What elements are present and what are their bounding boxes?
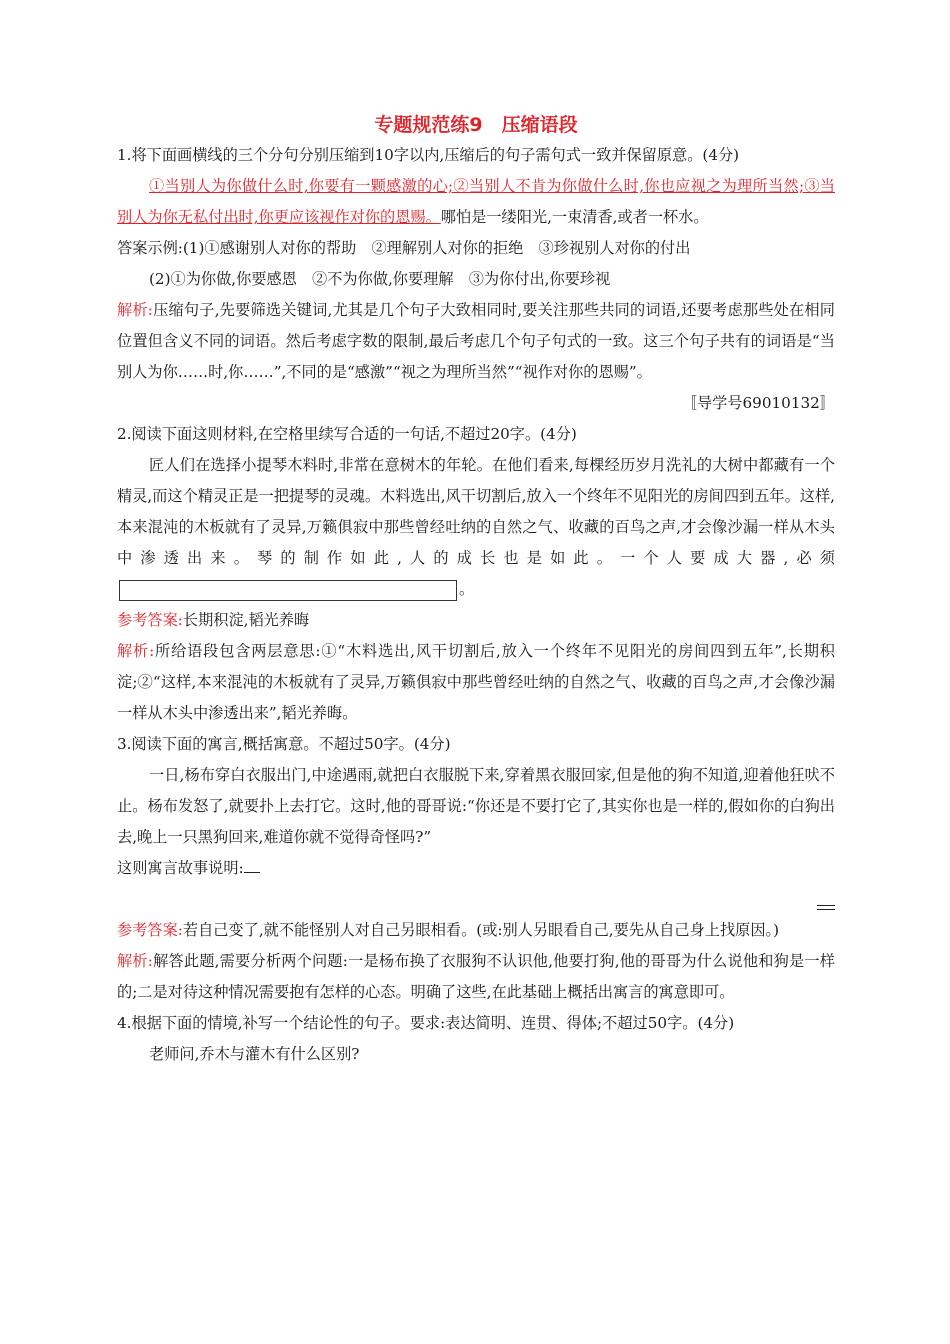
q3-analysis bbox=[117, 946, 835, 1008]
q2-analysis bbox=[117, 636, 835, 729]
question-4 bbox=[117, 1008, 835, 1070]
q3-answer-line-end bbox=[817, 905, 835, 906]
q3-ref-label: 参考答案: bbox=[117, 921, 183, 939]
q2-ref-label: 参考答案: bbox=[117, 611, 183, 629]
q2-answer-box[interactable] bbox=[119, 580, 457, 601]
q3-analysis-text: 解答此题,需要分析两个问题:一是杨布换了衣服狗不认识他,他要打狗,他的哥哥为什么说他和狗是一样的;二是对待这种情况需要抱有怎样的心态。明确了这些,在此基础上概括出寓言的寓意即可。 bbox=[117, 952, 835, 1001]
q3-prompt bbox=[117, 853, 835, 884]
q1-answer-line-2: (2)①为你做,你要感恩 ②不为你做,你要理解 ③为你付出,你要珍视 bbox=[149, 270, 611, 288]
exercise-page bbox=[117, 112, 835, 1070]
q3-answer-line-row bbox=[117, 884, 835, 915]
q3-reference-answer bbox=[117, 915, 835, 946]
q4-passage: 老师问,乔木与灌木有什么区别? bbox=[149, 1045, 360, 1063]
q1-analysis bbox=[117, 295, 835, 388]
q2-passage bbox=[117, 450, 835, 605]
q2-analysis-text: 所给语段包含两层意思:①“木料选出,风干切割后,放入一个终年不见阳光的房间四到五年”,长期积淀;②“这样,本来混沌的木板就有了灵异,万籁俱寂中那些曾经吐纳的自然之气、收藏的百鸟之声,才会像沙漏一样从木头中渗透出来”,韬光养晦。 bbox=[117, 642, 835, 722]
q1-answer-line-1: 答案示例:(1)①感谢别人对你的帮助 ②理解别人对你的拒绝 ③珍视别人对你的付出 bbox=[117, 239, 691, 257]
q1-passage bbox=[117, 171, 835, 233]
q3-ref-text: 若自己变了,就不能怪别人对自己另眼相看。(或:别人另眼看自己,要先从自己身上找原因。) bbox=[182, 921, 780, 939]
question-2 bbox=[117, 419, 835, 729]
q1-analysis-label: 解析: bbox=[117, 301, 153, 319]
page-title: 专题规范练9 压缩语段 bbox=[374, 114, 578, 136]
q1-stem: 1.将下面画横线的三个分句分别压缩到10字以内,压缩后的句子需句式一致并保留原意。(4分) bbox=[117, 146, 740, 164]
question-3 bbox=[117, 729, 835, 1008]
q2-stem: 2.阅读下面这则材料,在空格里续写合适的一句话,不超过20字。(4分) bbox=[117, 425, 577, 443]
q3-stem: 3.阅读下面的寓言,概括寓意。不超过50字。(4分) bbox=[117, 735, 451, 753]
q2-passage-end: 。 bbox=[459, 580, 475, 598]
q3-prompt-text: 这则寓言故事说明: bbox=[117, 859, 244, 877]
q4-stem: 4.根据下面的情境,补写一个结论性的句子。要求:表达简明、连贯、得体;不超过50字。(4分) bbox=[117, 1014, 735, 1032]
q1-guide-number: 〚导学号69010132〛 bbox=[681, 394, 835, 412]
q1-underlined-clauses: ①当别人为你做什么时,你要有一颗感激的心;②当别人不肯为你做什么时,你也应视之为理所当然;③当别人为你无私付出时,你更应该视作对你的恩赐。 bbox=[117, 177, 835, 226]
q1-analysis-text: 压缩句子,先要筛选关键词,尤其是几个句子大致相同时,要关注那些共同的词语,还要考虑那些处在相同位置但含义不同的词语。然后考虑字数的限制,最后考虑几个句子句式的一致。这三个句子共有的词语是“当别人为你……时,你……”,不同的是“感激”“视之为理所当然”“视作对你的恩赐”。 bbox=[117, 301, 835, 381]
q3-answer-line-mark bbox=[817, 909, 835, 910]
q2-analysis-label: 解析: bbox=[117, 642, 155, 660]
q3-answer-line[interactable] bbox=[244, 858, 260, 873]
q3-analysis-label: 解析: bbox=[117, 952, 153, 970]
q2-passage-text: 匠人们在选择小提琴木料时,非常在意树木的年轮。在他们看来,每棵经历岁月洗礼的大树中都藏有一个精灵,而这个精灵正是一把提琴的灵魂。木料选出,风干切割后,放入一个终年不见阳光的房间四到五年。这样,本来混沌的木板就有了灵异,万籁俱寂中那些曾经吐纳的自然之气、收藏的百鸟之声,才会像沙漏一样从木头中渗透出来。琴的制作如此,人的成长也是如此。一个人要成大器,必须 bbox=[117, 456, 835, 567]
question-1 bbox=[117, 140, 835, 419]
q2-ref-text: 长期积淀,韬光养晦 bbox=[182, 611, 310, 629]
q3-passage: 一日,杨布穿白衣服出门,中途遇雨,就把白衣服脱下来,穿着黑衣服回家,但是他的狗不知道,迎着他狂吠不止。杨布发怒了,就要扑上去打它。这时,他的哥哥说:“你还是不要打它了,其实你也是一样的,假如你的白狗出去,晚上一只黑狗回来,难道你就不觉得奇怪吗?” bbox=[117, 766, 835, 846]
q2-reference-answer bbox=[117, 605, 835, 636]
q1-passage-rest: 哪怕是一缕阳光,一束清香,或者一杯水。 bbox=[440, 208, 709, 226]
